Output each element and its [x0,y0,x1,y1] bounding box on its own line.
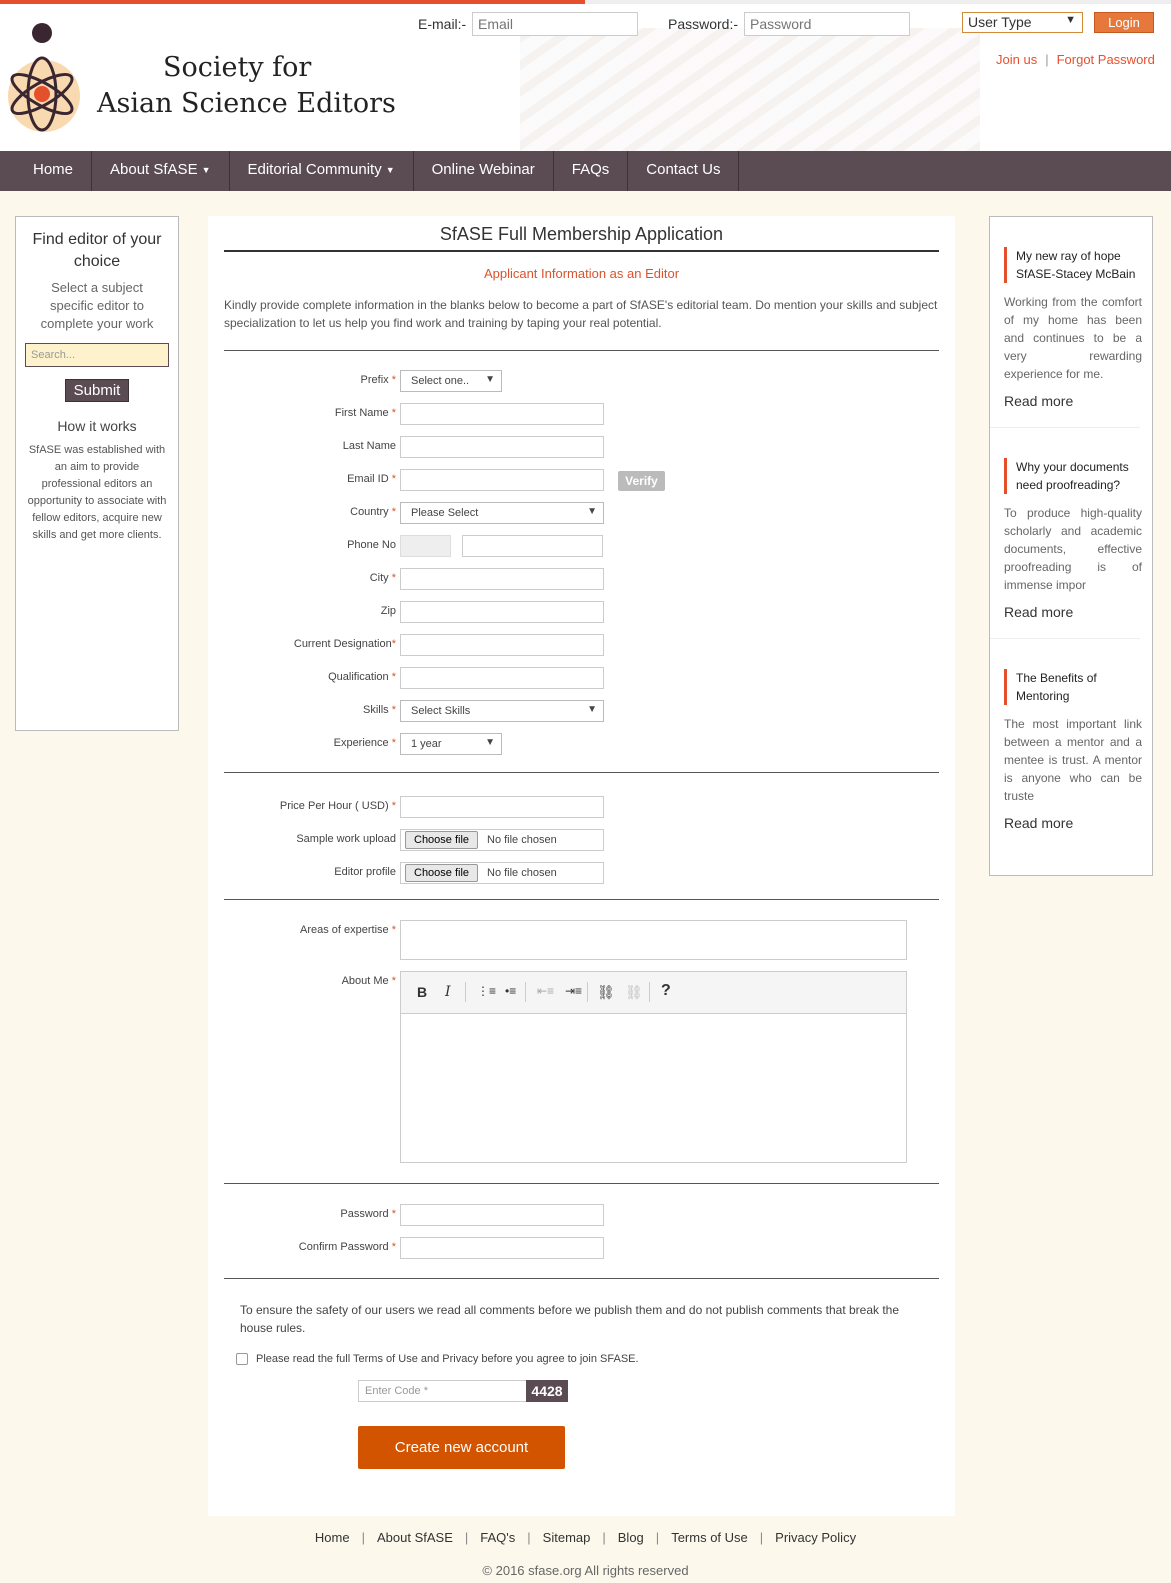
form-title: SfASE Full Membership Application [439,224,724,244]
login-password-input[interactable] [744,12,910,36]
experience-label: Experience * [333,737,396,749]
article-excerpt: The most important link between a mentor and a mentee is trust. A mentor is anyone who can be truste [1004,717,1142,803]
divider [224,772,939,773]
country-select[interactable] [400,502,604,524]
email-row [224,469,939,493]
terms-agree [236,1353,639,1365]
skills-value: Select Skills [411,705,471,717]
city-row [224,568,939,592]
read-more-link[interactable]: Read more [1004,393,1074,409]
chevron-down-icon: ▼ [587,704,597,715]
article-excerpt: Working from the comfort of my home has been and continues to be a very rewarding experience for me. [1004,295,1142,381]
divider [224,1183,939,1184]
footer-link-home[interactable]: Home [314,1530,350,1545]
last-name-row [224,436,939,460]
captcha-code: 4428 [526,1380,568,1402]
sample-row [224,829,939,853]
indent-icon[interactable]: ⇥≡ [565,984,583,998]
first-name-input[interactable] [400,403,604,425]
nav-home[interactable] [0,151,92,191]
terms-checkbox[interactable] [236,1353,248,1365]
last-name-label: Last Name [342,440,396,452]
user-type-value: User Type [968,14,1032,30]
separator: | [759,1530,764,1545]
main-nav [0,151,1171,191]
nav-label: Home [33,161,74,178]
experience-row [224,733,939,757]
phone-label: Phone No [347,539,396,551]
safety-notice: To ensure the safety of our users we read all comments before we publish them and do not publish comments that break the house rules. [240,1303,900,1335]
article-card [1004,247,1142,428]
designation-label: Current Designation* [293,638,396,650]
italic-icon[interactable]: I [445,984,451,1000]
article-title[interactable]: My new ray of hope SfASE-Stacey McBain [1004,247,1142,283]
captcha-input[interactable]: Enter Code * [358,1380,530,1402]
nav-contact[interactable] [628,151,739,191]
toolbar-separator [465,982,466,1002]
prefix-value: Select one.. [411,375,470,387]
nav-editorial-community[interactable] [230,151,414,191]
price-input[interactable] [400,796,604,818]
nav-label: Online Webinar [431,161,535,178]
price-row [224,796,939,820]
user-type-select[interactable] [962,12,1083,33]
about-rich-editor [400,971,907,1163]
chevron-down-icon: ▼ [485,374,495,385]
divider [224,350,939,351]
site-name[interactable] [97,50,396,122]
nav-faqs[interactable] [554,151,629,191]
password-label: Password:- [668,16,739,32]
phone-row [224,535,939,559]
toolbar-separator [587,982,588,1002]
nav-online-webinar[interactable] [414,151,554,191]
editor-search-input[interactable]: Search... [25,343,169,367]
search-submit-button[interactable]: Submit [65,379,130,402]
outdent-icon[interactable]: ⇤≡ [537,984,555,998]
choose-file-button[interactable]: Choose file [405,831,478,849]
phone-number-input[interactable] [462,535,603,557]
toolbar-separator [525,982,526,1002]
read-more-link[interactable]: Read more [1004,815,1074,831]
experience-select[interactable] [400,733,502,755]
article-card [1004,458,1142,639]
how-it-works-text: SfASE was established with an aim to provide professional editors an opportunity to associate with fellow editors, acquire new skills and get more clients. [27,444,167,541]
find-editor-title: Find editor of your choice [32,231,162,270]
nav-label: Editorial Community [247,161,382,178]
article-excerpt: To produce high-quality scholarly and academic documents, effective proofreading is of immense impor [1004,506,1142,592]
separator: | [1045,52,1049,67]
site-name-line1: Society for [163,52,312,83]
qualification-row [224,667,939,691]
ordered-list-icon[interactable]: ⋮≡ [477,984,497,998]
expertise-row [224,920,939,944]
caret-down-icon: ▼ [385,165,395,176]
copyright: © 2016 sfase.org All rights reserved [482,1563,689,1578]
first-name-row [224,403,939,427]
editor-body[interactable] [401,1014,906,1162]
link-icon[interactable]: ⛓ [597,984,615,1000]
articles-sidebar [989,216,1153,876]
prefix-label: Prefix * [360,374,396,386]
nav-label: Contact Us [646,161,721,178]
phone-code-input[interactable] [400,535,451,557]
confirm-password-input[interactable] [400,1237,604,1259]
site-header [0,4,1171,151]
country-value: Please Select [411,507,479,519]
skills-row [224,700,939,724]
separator: | [602,1530,606,1545]
divider [224,1278,939,1279]
footer-link-privacy[interactable]: Privacy Policy [775,1530,857,1545]
nav-label: FAQs [571,161,610,178]
site-name-line2: Asian Science Editors [97,88,396,119]
prefix-row [224,370,939,394]
article-title[interactable]: Why your documents need proofreading? [1004,458,1142,494]
nav-about[interactable] [92,151,229,191]
terms-text: Please read the full Terms of Use and Privacy before you agree to join SFASE. [256,1353,639,1365]
email-label: E-mail:- [418,16,467,32]
city-label: City * [369,572,396,584]
login-button[interactable]: Login [1094,12,1154,33]
about-row [224,971,939,1000]
profile-label: Editor profile [334,866,396,878]
no-file-text: No file chosen [487,867,557,879]
divider [990,427,1140,428]
password-input[interactable] [400,1204,604,1226]
form-subtitle: Applicant Information as an Editor [483,266,680,281]
separator: | [655,1530,660,1545]
skills-label: Skills * [362,704,396,716]
header-decorative-art [520,28,980,151]
skills-select[interactable] [400,700,604,722]
nav-label: About SfASE [110,161,198,178]
unlink-icon[interactable]: ⛓ [625,984,643,1000]
zip-row [224,601,939,625]
chevron-down-icon: ▼ [1065,14,1076,26]
find-editor-subtitle: Select a subject specific editor to complete your work [40,280,154,331]
how-it-works-title: How it works [57,418,137,434]
divider [990,638,1140,639]
qualification-label: Qualification * [328,671,396,683]
footer-link-faqs[interactable]: FAQ's [480,1530,516,1545]
find-editor-panel [15,216,179,731]
login-email-input[interactable] [472,12,638,36]
qualification-input[interactable] [400,667,604,689]
email-id-input[interactable] [400,469,604,491]
divider [224,899,939,900]
separator: | [527,1530,531,1545]
country-row [224,502,939,526]
footer-links [0,1530,1171,1545]
designation-row [224,634,939,658]
confirm-password-row [224,1237,939,1261]
email-id-label: Email ID * [347,473,396,485]
designation-input[interactable] [400,634,604,656]
footer-link-terms[interactable]: Terms of Use [671,1530,748,1545]
read-more-link[interactable]: Read more [1004,604,1074,620]
bold-icon[interactable]: B [417,984,428,1000]
zip-input[interactable] [400,601,604,623]
experience-value: 1 year [411,738,442,750]
chevron-down-icon: ▼ [485,737,495,748]
toolbar-separator [649,982,650,1002]
password-row [224,1204,939,1228]
forgot-password-link[interactable]: Forgot Password [1056,52,1155,67]
country-label: Country * [350,506,396,518]
confirm-password-label: Confirm Password * [298,1241,396,1253]
caret-down-icon: ▼ [201,165,211,176]
chevron-down-icon: ▼ [587,506,597,517]
footer-link-blog[interactable]: Blog [617,1530,644,1545]
about-label: About Me * [341,975,396,987]
create-account-button[interactable]: Create new account [358,1426,565,1469]
article-title[interactable]: The Benefits of Mentoring [1004,669,1142,705]
profile-file-input[interactable] [400,862,604,884]
zip-label: Zip [380,605,396,617]
password-label: Password * [340,1208,396,1220]
sample-file-input[interactable] [400,829,604,851]
separator: | [361,1530,365,1545]
footer-link-sitemap[interactable]: Sitemap [542,1530,591,1545]
article-card [1004,669,1142,831]
last-name-input[interactable] [400,436,604,458]
prefix-select[interactable] [400,370,502,392]
header-links [996,52,1155,67]
divider [224,250,939,252]
editor-toolbar [401,972,906,1014]
expertise-label: Areas of expertise * [300,924,396,936]
form-intro: Kindly provide complete information in the blanks below to become a part of SfASE's editorial team. Do mention your skills and subject specialization to let us help you find work and training by taping your real potential. [224,298,938,330]
city-input[interactable] [400,568,604,590]
membership-form [208,216,955,1516]
help-icon[interactable]: ? [661,982,671,999]
separator: | [464,1530,469,1545]
unordered-list-icon[interactable]: •≡ [505,984,517,998]
price-label: Price Per Hour ( USD) * [279,800,396,812]
expertise-textarea[interactable] [400,920,907,960]
footer-link-about[interactable]: About SfASE [377,1530,453,1545]
sample-label: Sample work upload [296,833,396,845]
first-name-label: First Name * [334,407,396,419]
verify-button[interactable]: Verify [618,471,665,491]
join-us-link[interactable]: Join us [996,52,1038,67]
no-file-text: No file chosen [487,834,557,846]
choose-file-button[interactable]: Choose file [405,864,478,882]
site-logo-icon[interactable] [4,22,84,132]
profile-row [224,862,939,886]
